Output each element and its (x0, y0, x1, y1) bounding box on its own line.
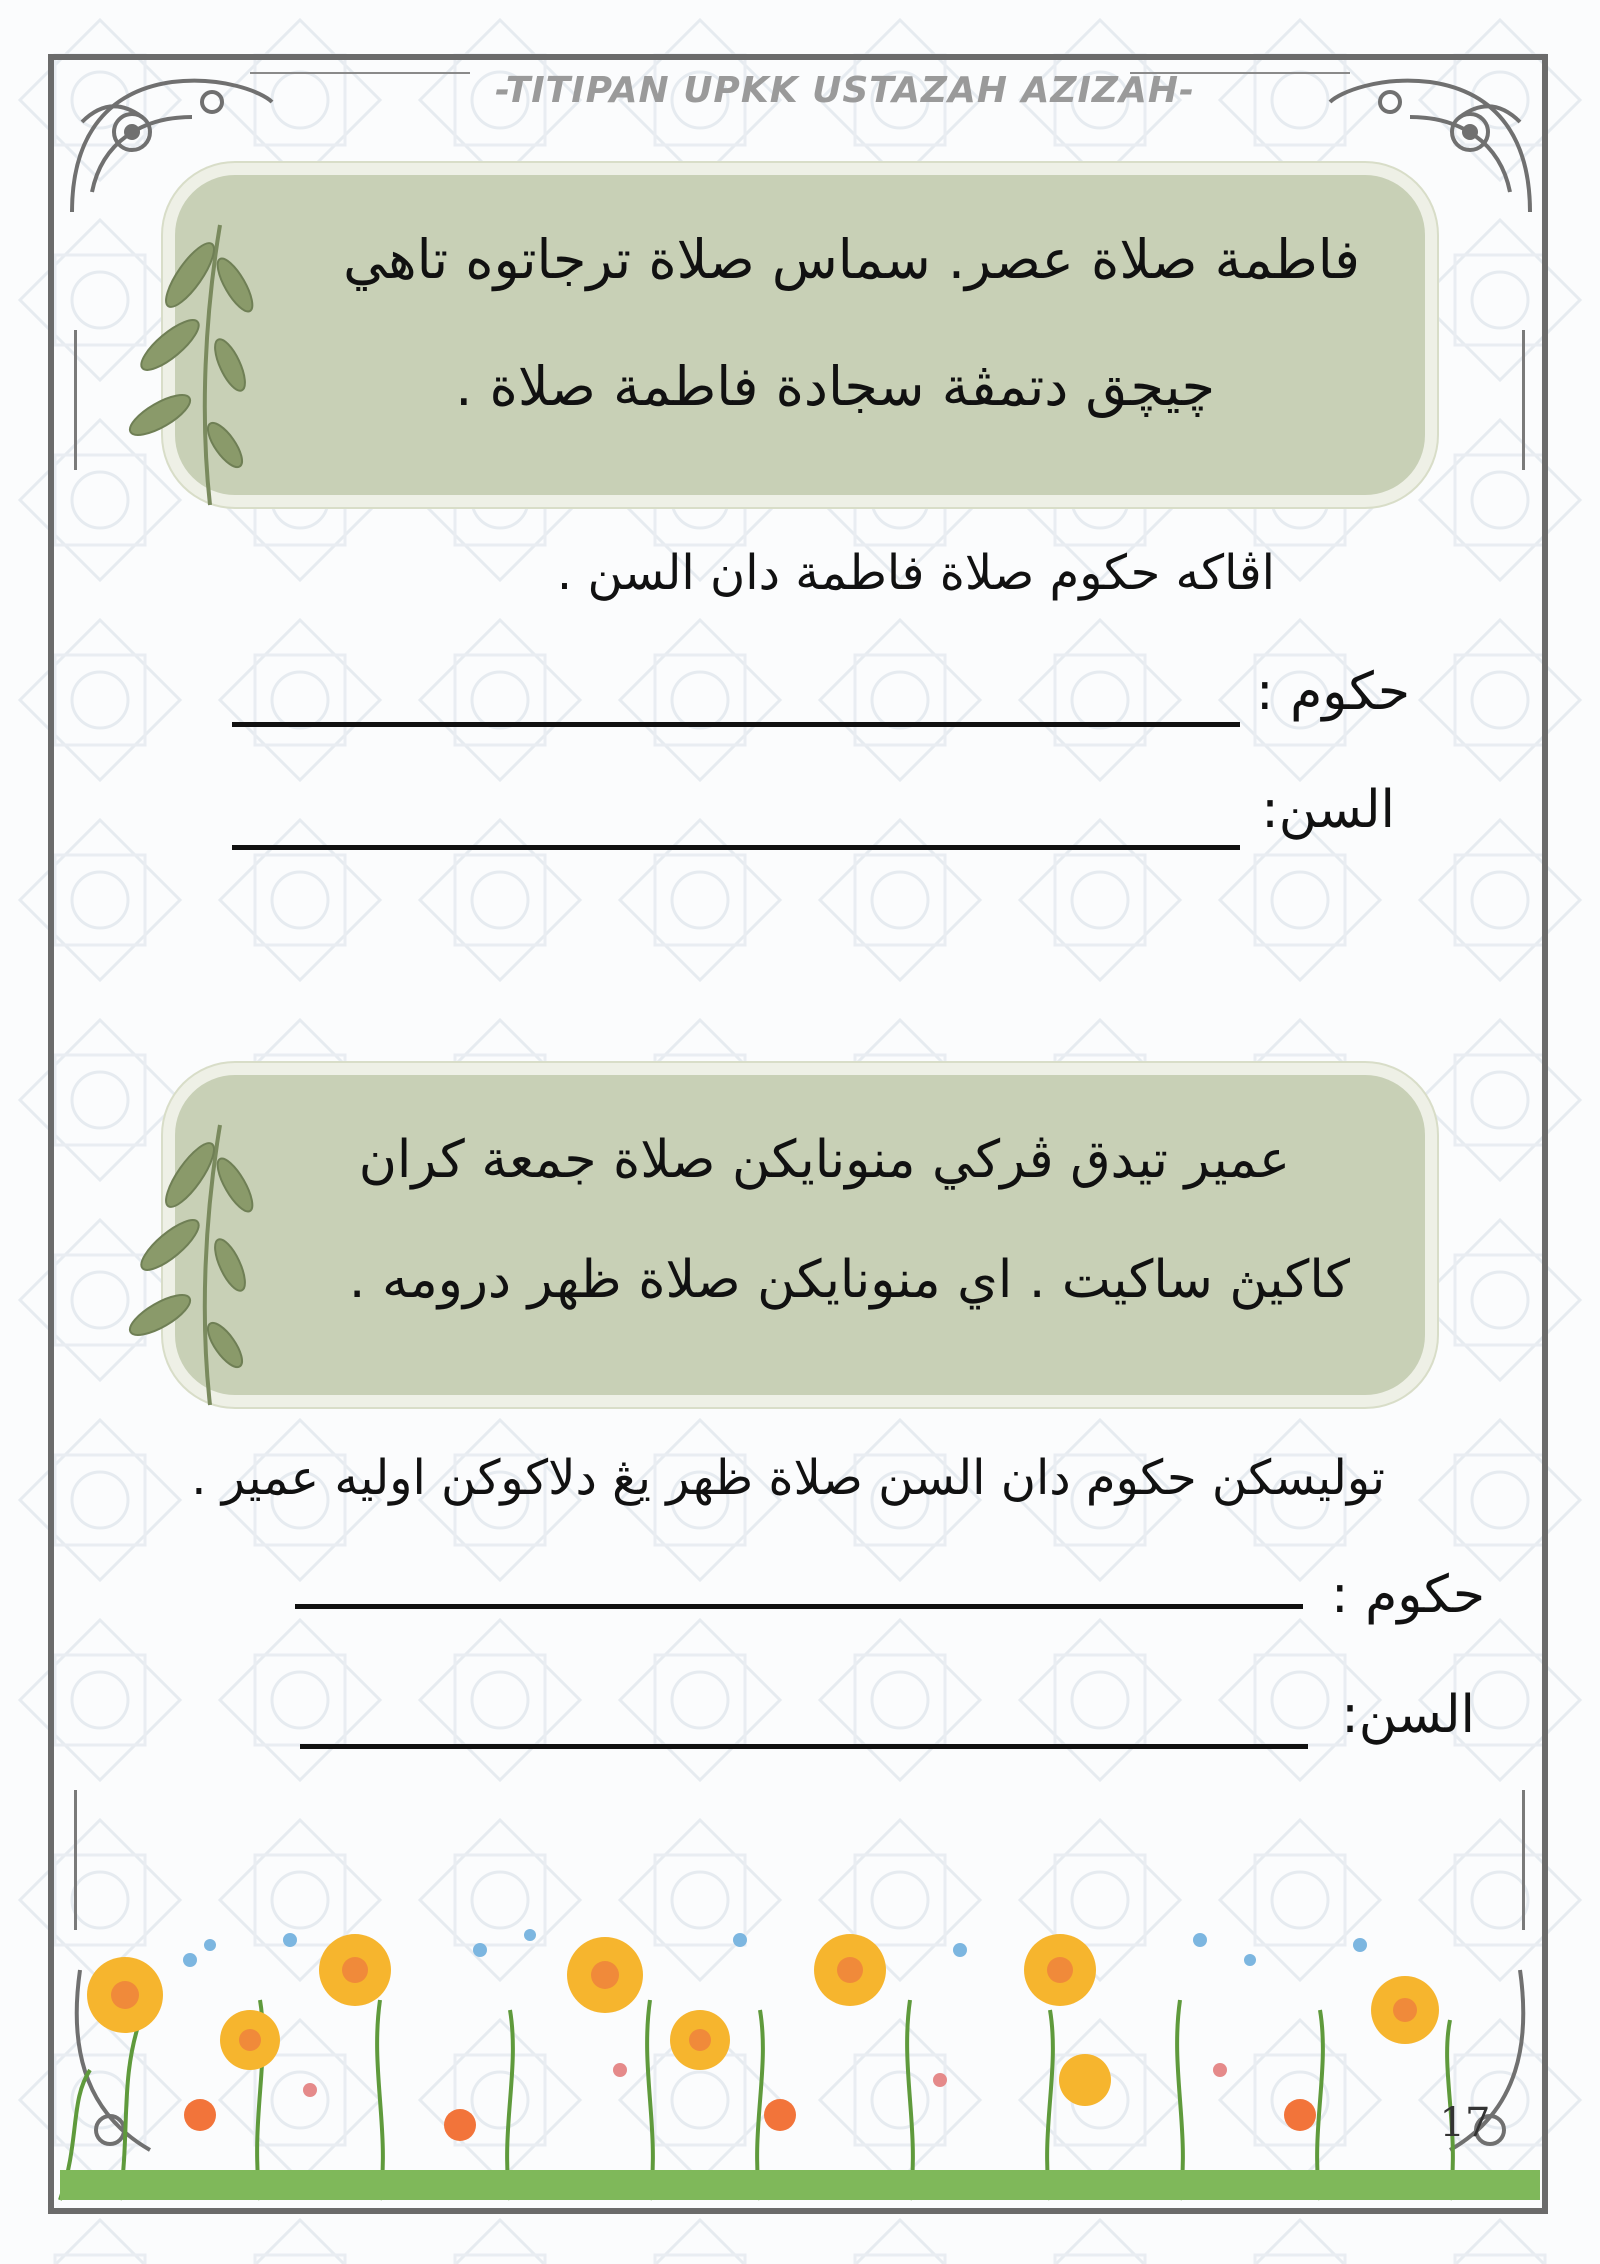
leaf-branch-icon (110, 1115, 240, 1415)
question-1: اڤاكه حكوم صلاة فاطمة دان السن . (556, 545, 1275, 601)
side-rule-right (1522, 330, 1525, 470)
story-1-line-2: چيچق دتمڤة سجادة فاطمة صلاة . (455, 355, 1215, 418)
answer-1-hukum-label: حكوم : (1256, 662, 1410, 722)
answer-2-alasan-line[interactable] (300, 1744, 1308, 1749)
answer-2-alasan-label: السن: (1341, 1685, 1475, 1745)
story-2-line-1: عمير تيدق ڤركي منونايكن صلاة جمعة كران (358, 1130, 1290, 1190)
story-1-line-1: فاطمة صلاة عصر. سماس صلاة ترجاتوه تاهي (343, 228, 1360, 291)
answer-2-hukum-label: حكوم : (1331, 1565, 1485, 1625)
leaf-branch-icon (110, 215, 240, 515)
answer-1-alasan-label: السن: (1261, 780, 1395, 840)
header-rule-left (250, 72, 470, 74)
story-card-1 (175, 175, 1425, 495)
answer-1-alasan-line[interactable] (232, 845, 1240, 850)
story-card-2 (175, 1075, 1425, 1395)
answer-2-hukum-line[interactable] (295, 1604, 1303, 1609)
side-rule-left (74, 330, 77, 470)
page-number: 17 (1439, 2100, 1491, 2146)
flower-meadow-icon (60, 1900, 1540, 2200)
question-2: توليسكن حكوم دان السن صلاة ظهر يڠ دلاكوكن اوليه عمير . (191, 1450, 1385, 1506)
story-2-line-2: كاكيڽ ساكيت . اي منونايكن صلاة ظهر درومه . (348, 1250, 1350, 1310)
answer-1-hukum-line[interactable] (232, 722, 1240, 727)
header-title: -TITIPAN UPKK USTAZAH AZIZAH- (495, 70, 1195, 111)
